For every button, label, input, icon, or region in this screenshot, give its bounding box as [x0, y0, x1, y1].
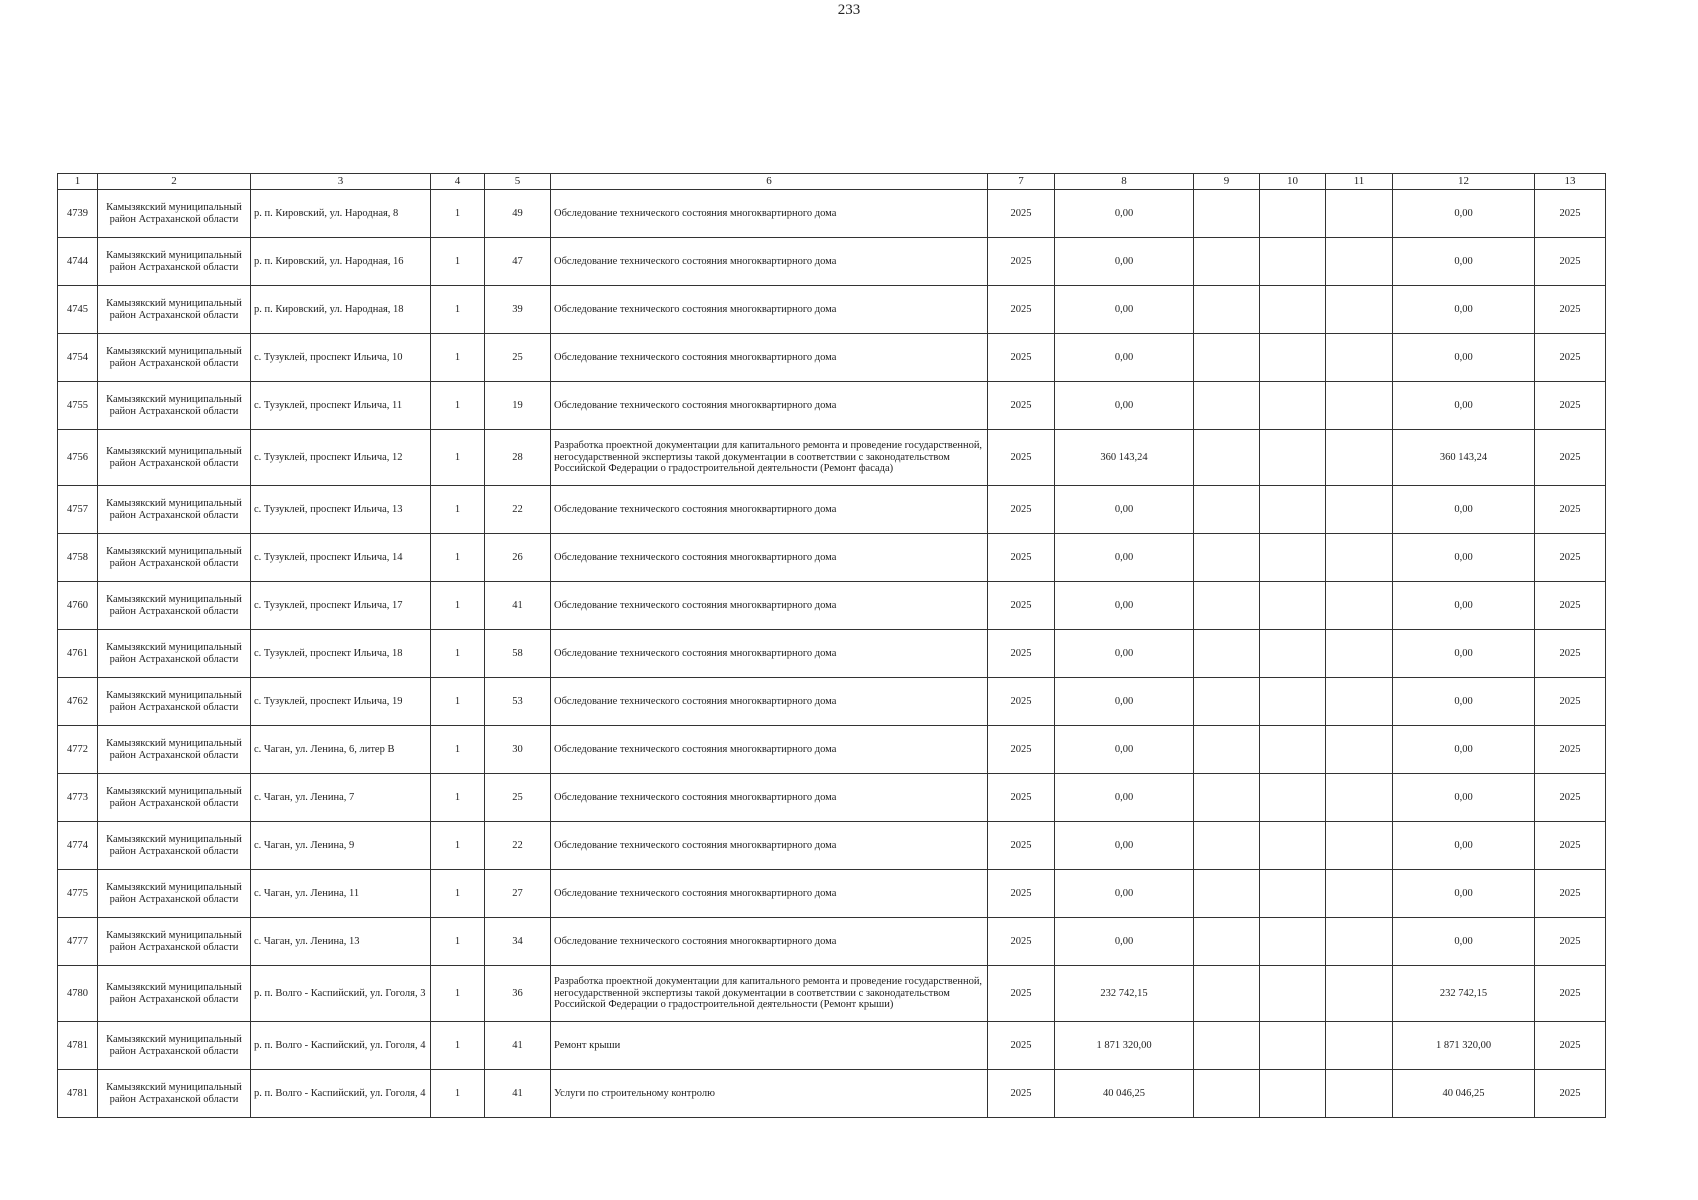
table-row: [58, 966, 1606, 1022]
column-header: 6: [551, 174, 988, 190]
cell-col4: 1: [431, 190, 485, 238]
cell-col5: 39: [485, 286, 551, 334]
district-cell: Камызякский муниципальный район Астраханской области: [98, 382, 251, 430]
fund-cost-cell: 0,00: [1393, 382, 1535, 430]
table-row: [58, 726, 1606, 774]
table-row: [58, 582, 1606, 630]
cell-col11: [1326, 918, 1393, 966]
table-row: [58, 918, 1606, 966]
table-row: [58, 238, 1606, 286]
total-cost-cell: 232 742,15: [1055, 966, 1194, 1022]
cell-col10: [1260, 382, 1326, 430]
cell-col4: 1: [431, 1070, 485, 1118]
cell-col11: [1326, 726, 1393, 774]
column-header: 13: [1535, 174, 1606, 190]
work-type-cell: Обследование технического состояния многоквартирного дома: [551, 726, 988, 774]
district-cell: Камызякский муниципальный район Астраханской области: [98, 870, 251, 918]
fund-cost-cell: 0,00: [1393, 726, 1535, 774]
cell-col4: 1: [431, 822, 485, 870]
cell-col10: [1260, 334, 1326, 382]
table-row: [58, 190, 1606, 238]
row-id: 4744: [58, 238, 98, 286]
cell-col5: 25: [485, 334, 551, 382]
cell-col9: [1194, 1070, 1260, 1118]
cell-col10: [1260, 1022, 1326, 1070]
cell-col5: 53: [485, 678, 551, 726]
total-cost-cell: 0,00: [1055, 238, 1194, 286]
cell-col5: 34: [485, 918, 551, 966]
district-cell: Камызякский муниципальный район Астраханской области: [98, 486, 251, 534]
table-body: [58, 190, 1606, 1118]
total-cost-cell: 40 046,25: [1055, 1070, 1194, 1118]
cell-col11: [1326, 822, 1393, 870]
total-cost-cell: 0,00: [1055, 918, 1194, 966]
cell-col10: [1260, 486, 1326, 534]
year-cell: 2025: [988, 774, 1055, 822]
cell-col4: 1: [431, 726, 485, 774]
completion-year-cell: 2025: [1535, 190, 1606, 238]
work-type-cell: Разработка проектной документации для капитального ремонта и проведение государственной, негосударственной экспертизы такой документации в соответствии с законодательством Российской Федерации о градостроительной деятельности (Ремонт крыши): [551, 966, 988, 1022]
year-cell: 2025: [988, 430, 1055, 486]
district-cell: Камызякский муниципальный район Астраханской области: [98, 918, 251, 966]
year-cell: 2025: [988, 486, 1055, 534]
completion-year-cell: 2025: [1535, 870, 1606, 918]
cell-col9: [1194, 678, 1260, 726]
total-cost-cell: 0,00: [1055, 334, 1194, 382]
column-header: 5: [485, 174, 551, 190]
cell-col5: 47: [485, 238, 551, 286]
cell-col10: [1260, 430, 1326, 486]
district-cell: Камызякский муниципальный район Астраханской области: [98, 286, 251, 334]
cell-col10: [1260, 822, 1326, 870]
year-cell: 2025: [988, 1070, 1055, 1118]
column-header: 3: [251, 174, 431, 190]
cell-col9: [1194, 726, 1260, 774]
cell-col9: [1194, 870, 1260, 918]
fund-cost-cell: 0,00: [1393, 334, 1535, 382]
cell-col5: 36: [485, 966, 551, 1022]
cell-col11: [1326, 582, 1393, 630]
row-id: 4772: [58, 726, 98, 774]
total-cost-cell: 0,00: [1055, 774, 1194, 822]
cell-col11: [1326, 1022, 1393, 1070]
year-cell: 2025: [988, 822, 1055, 870]
row-id: 4758: [58, 534, 98, 582]
completion-year-cell: 2025: [1535, 334, 1606, 382]
row-id: 4777: [58, 918, 98, 966]
column-header: 4: [431, 174, 485, 190]
cell-col4: 1: [431, 918, 485, 966]
total-cost-cell: 0,00: [1055, 582, 1194, 630]
address-cell: р. п. Волго - Каспийский, ул. Гоголя, 4: [251, 1022, 431, 1070]
district-cell: Камызякский муниципальный район Астраханской области: [98, 238, 251, 286]
address-cell: с. Чаган, ул. Ленина, 6, литер В: [251, 726, 431, 774]
row-id: 4781: [58, 1022, 98, 1070]
cell-col11: [1326, 334, 1393, 382]
work-type-cell: Разработка проектной документации для капитального ремонта и проведение государственной, негосударственной экспертизы такой документации в соответствии с законодательством Российской Федерации о градостроительной деятельности (Ремонт фасада): [551, 430, 988, 486]
completion-year-cell: 2025: [1535, 486, 1606, 534]
address-cell: с. Тузуклей, проспект Ильича, 19: [251, 678, 431, 726]
total-cost-cell: 0,00: [1055, 286, 1194, 334]
work-type-cell: Обследование технического состояния многоквартирного дома: [551, 334, 988, 382]
district-cell: Камызякский муниципальный район Астраханской области: [98, 334, 251, 382]
cell-col11: [1326, 286, 1393, 334]
work-type-cell: Обследование технического состояния многоквартирного дома: [551, 486, 988, 534]
completion-year-cell: 2025: [1535, 726, 1606, 774]
column-header: 8: [1055, 174, 1194, 190]
cell-col5: 58: [485, 630, 551, 678]
cell-col4: 1: [431, 678, 485, 726]
table-header-row: [58, 174, 1606, 190]
fund-cost-cell: 0,00: [1393, 486, 1535, 534]
work-type-cell: Обследование технического состояния многоквартирного дома: [551, 774, 988, 822]
completion-year-cell: 2025: [1535, 582, 1606, 630]
total-cost-cell: 0,00: [1055, 190, 1194, 238]
cell-col5: 22: [485, 486, 551, 534]
cell-col11: [1326, 966, 1393, 1022]
cell-col9: [1194, 966, 1260, 1022]
cell-col11: [1326, 1070, 1393, 1118]
district-cell: Камызякский муниципальный район Астраханской области: [98, 678, 251, 726]
fund-cost-cell: 1 871 320,00: [1393, 1022, 1535, 1070]
table-row: [58, 678, 1606, 726]
district-cell: Камызякский муниципальный район Астраханской области: [98, 774, 251, 822]
cell-col9: [1194, 334, 1260, 382]
cell-col5: 49: [485, 190, 551, 238]
row-id: 4760: [58, 582, 98, 630]
work-type-cell: Обследование технического состояния многоквартирного дома: [551, 630, 988, 678]
cell-col5: 22: [485, 822, 551, 870]
cell-col5: 41: [485, 1022, 551, 1070]
table-row: [58, 870, 1606, 918]
row-id: 4756: [58, 430, 98, 486]
table-row: [58, 1070, 1606, 1118]
cell-col11: [1326, 774, 1393, 822]
district-cell: Камызякский муниципальный район Астраханской области: [98, 630, 251, 678]
row-id: 4755: [58, 382, 98, 430]
cell-col4: 1: [431, 870, 485, 918]
fund-cost-cell: 0,00: [1393, 870, 1535, 918]
year-cell: 2025: [988, 726, 1055, 774]
fund-cost-cell: 0,00: [1393, 630, 1535, 678]
cell-col4: 1: [431, 486, 485, 534]
column-header: 11: [1326, 174, 1393, 190]
cell-col4: 1: [431, 238, 485, 286]
district-cell: Камызякский муниципальный район Астраханской области: [98, 966, 251, 1022]
fund-cost-cell: 0,00: [1393, 238, 1535, 286]
fund-cost-cell: 232 742,15: [1393, 966, 1535, 1022]
total-cost-cell: 0,00: [1055, 822, 1194, 870]
cell-col10: [1260, 582, 1326, 630]
total-cost-cell: 0,00: [1055, 726, 1194, 774]
district-cell: Камызякский муниципальный район Астраханской области: [98, 1022, 251, 1070]
work-type-cell: Обследование технического состояния многоквартирного дома: [551, 678, 988, 726]
table-row: [58, 286, 1606, 334]
cell-col4: 1: [431, 774, 485, 822]
row-id: 4754: [58, 334, 98, 382]
completion-year-cell: 2025: [1535, 966, 1606, 1022]
table-row: [58, 334, 1606, 382]
cell-col4: 1: [431, 286, 485, 334]
row-id: 4774: [58, 822, 98, 870]
cell-col9: [1194, 630, 1260, 678]
work-type-cell: Обследование технического состояния многоквартирного дома: [551, 286, 988, 334]
address-cell: с. Чаган, ул. Ленина, 13: [251, 918, 431, 966]
address-cell: с. Чаган, ул. Ленина, 7: [251, 774, 431, 822]
completion-year-cell: 2025: [1535, 678, 1606, 726]
completion-year-cell: 2025: [1535, 918, 1606, 966]
cell-col4: 1: [431, 382, 485, 430]
cell-col9: [1194, 774, 1260, 822]
cell-col11: [1326, 430, 1393, 486]
year-cell: 2025: [988, 534, 1055, 582]
column-header: 7: [988, 174, 1055, 190]
cell-col4: 1: [431, 966, 485, 1022]
year-cell: 2025: [988, 870, 1055, 918]
year-cell: 2025: [988, 630, 1055, 678]
cell-col5: 26: [485, 534, 551, 582]
completion-year-cell: 2025: [1535, 1022, 1606, 1070]
completion-year-cell: 2025: [1535, 286, 1606, 334]
cell-col11: [1326, 870, 1393, 918]
column-header: 9: [1194, 174, 1260, 190]
cell-col9: [1194, 918, 1260, 966]
completion-year-cell: 2025: [1535, 382, 1606, 430]
district-cell: Камызякский муниципальный район Астраханской области: [98, 190, 251, 238]
completion-year-cell: 2025: [1535, 630, 1606, 678]
address-cell: с. Тузуклей, проспект Ильича, 12: [251, 430, 431, 486]
cell-col11: [1326, 238, 1393, 286]
cell-col4: 1: [431, 1022, 485, 1070]
completion-year-cell: 2025: [1535, 1070, 1606, 1118]
cell-col9: [1194, 534, 1260, 582]
column-header: 1: [58, 174, 98, 190]
cell-col9: [1194, 190, 1260, 238]
fund-cost-cell: 0,00: [1393, 678, 1535, 726]
address-cell: с. Тузуклей, проспект Ильича, 18: [251, 630, 431, 678]
work-type-cell: Обследование технического состояния многоквартирного дома: [551, 870, 988, 918]
work-type-cell: Услуги по строительному контролю: [551, 1070, 988, 1118]
completion-year-cell: 2025: [1535, 238, 1606, 286]
cell-col10: [1260, 630, 1326, 678]
table-row: [58, 774, 1606, 822]
address-cell: р. п. Кировский, ул. Народная, 16: [251, 238, 431, 286]
cell-col10: [1260, 286, 1326, 334]
address-cell: с. Тузуклей, проспект Ильича, 17: [251, 582, 431, 630]
district-cell: Камызякский муниципальный район Астраханской области: [98, 534, 251, 582]
district-cell: Камызякский муниципальный район Астраханской области: [98, 726, 251, 774]
address-cell: с. Тузуклей, проспект Ильича, 13: [251, 486, 431, 534]
work-type-cell: Ремонт крыши: [551, 1022, 988, 1070]
fund-cost-cell: 0,00: [1393, 534, 1535, 582]
address-cell: р. п. Кировский, ул. Народная, 8: [251, 190, 431, 238]
capital-repair-table: [57, 173, 1606, 1118]
year-cell: 2025: [988, 678, 1055, 726]
year-cell: 2025: [988, 918, 1055, 966]
fund-cost-cell: 0,00: [1393, 774, 1535, 822]
cell-col11: [1326, 678, 1393, 726]
total-cost-cell: 1 871 320,00: [1055, 1022, 1194, 1070]
work-type-cell: Обследование технического состояния многоквартирного дома: [551, 238, 988, 286]
total-cost-cell: 0,00: [1055, 870, 1194, 918]
row-id: 4775: [58, 870, 98, 918]
row-id: 4757: [58, 486, 98, 534]
row-id: 4745: [58, 286, 98, 334]
district-cell: Камызякский муниципальный район Астраханской области: [98, 582, 251, 630]
cell-col9: [1194, 486, 1260, 534]
row-id: 4761: [58, 630, 98, 678]
district-cell: Камызякский муниципальный район Астраханской области: [98, 430, 251, 486]
cell-col5: 19: [485, 382, 551, 430]
table-row: [58, 822, 1606, 870]
address-cell: с. Чаган, ул. Ленина, 11: [251, 870, 431, 918]
year-cell: 2025: [988, 382, 1055, 430]
cell-col5: 41: [485, 582, 551, 630]
cell-col5: 41: [485, 1070, 551, 1118]
table-row: [58, 486, 1606, 534]
page-number: 233: [837, 2, 861, 18]
fund-cost-cell: 0,00: [1393, 918, 1535, 966]
year-cell: 2025: [988, 582, 1055, 630]
completion-year-cell: 2025: [1535, 774, 1606, 822]
year-cell: 2025: [988, 966, 1055, 1022]
fund-cost-cell: 360 143,24: [1393, 430, 1535, 486]
cell-col10: [1260, 726, 1326, 774]
cell-col4: 1: [431, 334, 485, 382]
address-cell: р. п. Волго - Каспийский, ул. Гоголя, 3: [251, 966, 431, 1022]
table-row: [58, 430, 1606, 486]
cell-col9: [1194, 238, 1260, 286]
cell-col4: 1: [431, 630, 485, 678]
fund-cost-cell: 0,00: [1393, 190, 1535, 238]
column-header: 2: [98, 174, 251, 190]
address-cell: с. Чаган, ул. Ленина, 9: [251, 822, 431, 870]
cell-col10: [1260, 774, 1326, 822]
work-type-cell: Обследование технического состояния многоквартирного дома: [551, 534, 988, 582]
year-cell: 2025: [988, 1022, 1055, 1070]
work-type-cell: Обследование технического состояния многоквартирного дома: [551, 190, 988, 238]
completion-year-cell: 2025: [1535, 822, 1606, 870]
total-cost-cell: 0,00: [1055, 630, 1194, 678]
completion-year-cell: 2025: [1535, 430, 1606, 486]
row-id: 4739: [58, 190, 98, 238]
table-row: [58, 382, 1606, 430]
total-cost-cell: 0,00: [1055, 534, 1194, 582]
cell-col10: [1260, 1070, 1326, 1118]
address-cell: р. п. Волго - Каспийский, ул. Гоголя, 4: [251, 1070, 431, 1118]
total-cost-cell: 0,00: [1055, 486, 1194, 534]
cell-col10: [1260, 190, 1326, 238]
address-cell: с. Тузуклей, проспект Ильича, 10: [251, 334, 431, 382]
fund-cost-cell: 0,00: [1393, 286, 1535, 334]
work-type-cell: Обследование технического состояния многоквартирного дома: [551, 918, 988, 966]
fund-cost-cell: 0,00: [1393, 822, 1535, 870]
total-cost-cell: 0,00: [1055, 382, 1194, 430]
fund-cost-cell: 40 046,25: [1393, 1070, 1535, 1118]
cell-col10: [1260, 966, 1326, 1022]
cell-col10: [1260, 870, 1326, 918]
row-id: 4773: [58, 774, 98, 822]
cell-col11: [1326, 486, 1393, 534]
fund-cost-cell: 0,00: [1393, 582, 1535, 630]
district-cell: Камызякский муниципальный район Астраханской области: [98, 1070, 251, 1118]
cell-col9: [1194, 1022, 1260, 1070]
cell-col9: [1194, 430, 1260, 486]
cell-col10: [1260, 238, 1326, 286]
cell-col11: [1326, 190, 1393, 238]
work-type-cell: Обследование технического состояния многоквартирного дома: [551, 382, 988, 430]
cell-col4: 1: [431, 582, 485, 630]
year-cell: 2025: [988, 334, 1055, 382]
district-cell: Камызякский муниципальный район Астраханской области: [98, 822, 251, 870]
column-header: 10: [1260, 174, 1326, 190]
cell-col10: [1260, 678, 1326, 726]
cell-col10: [1260, 918, 1326, 966]
completion-year-cell: 2025: [1535, 534, 1606, 582]
cell-col10: [1260, 534, 1326, 582]
work-type-cell: Обследование технического состояния многоквартирного дома: [551, 582, 988, 630]
cell-col5: 30: [485, 726, 551, 774]
cell-col4: 1: [431, 430, 485, 486]
cell-col11: [1326, 630, 1393, 678]
cell-col5: 27: [485, 870, 551, 918]
cell-col9: [1194, 286, 1260, 334]
cell-col9: [1194, 382, 1260, 430]
table-row: [58, 1022, 1606, 1070]
cell-col9: [1194, 582, 1260, 630]
total-cost-cell: 360 143,24: [1055, 430, 1194, 486]
table-row: [58, 630, 1606, 678]
address-cell: с. Тузуклей, проспект Ильича, 14: [251, 534, 431, 582]
column-header: 12: [1393, 174, 1535, 190]
year-cell: 2025: [988, 238, 1055, 286]
work-type-cell: Обследование технического состояния многоквартирного дома: [551, 822, 988, 870]
cell-col4: 1: [431, 534, 485, 582]
total-cost-cell: 0,00: [1055, 678, 1194, 726]
year-cell: 2025: [988, 190, 1055, 238]
row-id: 4780: [58, 966, 98, 1022]
row-id: 4762: [58, 678, 98, 726]
cell-col11: [1326, 382, 1393, 430]
address-cell: р. п. Кировский, ул. Народная, 18: [251, 286, 431, 334]
cell-col5: 28: [485, 430, 551, 486]
cell-col9: [1194, 822, 1260, 870]
cell-col5: 25: [485, 774, 551, 822]
table-row: [58, 534, 1606, 582]
year-cell: 2025: [988, 286, 1055, 334]
row-id: 4781: [58, 1070, 98, 1118]
cell-col11: [1326, 534, 1393, 582]
address-cell: с. Тузуклей, проспект Ильича, 11: [251, 382, 431, 430]
